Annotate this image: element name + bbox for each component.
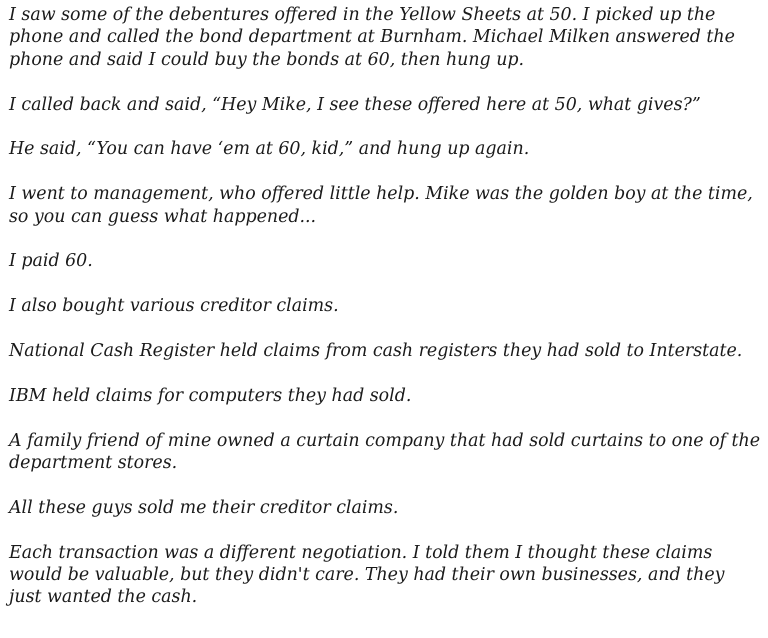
paragraph-creditor-claims: I also bought various creditor claims.	[9, 296, 339, 317]
paragraph-yellow-sheets: I saw some of the debentures offered in the Yellow Sheets at 50. I picked up the phone and called the bond department at Burnham. Michael Milken answered the phone and said I could buy the bonds at 60, then hung up.	[9, 5, 735, 70]
paragraph-management: I went to management, who offered little help. Mike was the golden boy at the time, so you can guess what happened...	[9, 184, 753, 227]
paragraph-paid: I paid 60.	[9, 251, 93, 272]
document-body	[9, 4, 761, 631]
paragraph-curtain-company: A family friend of mine owned a curtain company that had sold curtains to one of the department stores.	[9, 430, 761, 473]
paragraph-he-said: He said, “You can have ‘em at 60, kid,” and hung up again.	[9, 139, 530, 160]
paragraph-ncr: National Cash Register held claims from cash registers they had sold to Interstate.	[9, 341, 743, 361]
paragraph-sold-claims: All these guys sold me their creditor claims.	[9, 497, 399, 518]
paragraph-negotiation: Each transaction was a different negotiation. I told them I thought these claims would be valuable, but they didn't care. They had their own businesses, and they just wanted the cash.	[9, 542, 725, 608]
paragraph-ibm: IBM held claims for computers they had sold.	[9, 385, 412, 406]
paragraph-called-back: I called back and said, “Hey Mike, I see these offered here at 50, what gives?”	[9, 94, 701, 115]
